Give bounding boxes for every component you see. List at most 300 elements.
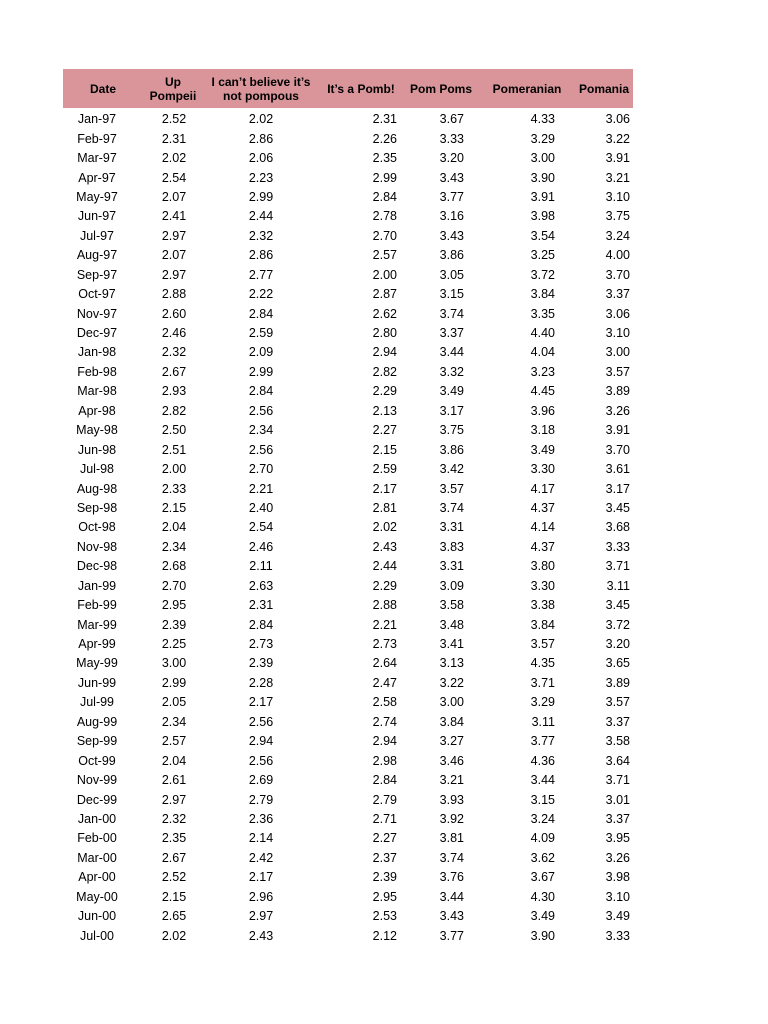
pomania-cell: 3.10 — [605, 326, 630, 341]
pomania-cell: 3.91 — [605, 423, 630, 438]
date-cell: Oct-99 — [78, 753, 116, 768]
table-row — [63, 888, 633, 907]
table-row — [63, 285, 633, 304]
not-pompous-cell: 2.02 — [248, 112, 274, 127]
pom-poms-cell: 3.00 — [439, 695, 464, 710]
pomania-cell: 3.89 — [605, 675, 630, 690]
pomeranian-cell: 3.35 — [530, 306, 555, 321]
date-cell: Sep-97 — [76, 267, 118, 282]
up-pompeii-cell: 2.51 — [161, 442, 187, 457]
date-cell: Jun-99 — [77, 675, 117, 690]
up-pompeii-cell: 2.61 — [161, 773, 187, 788]
pom-poms-cell: 3.76 — [439, 870, 464, 885]
pomeranian-cell: 4.09 — [530, 831, 555, 846]
date-cell: Mar-99 — [77, 617, 117, 632]
date-cell: Mar-00 — [77, 850, 117, 865]
its-a-pomb-cell: 2.74 — [372, 714, 397, 729]
up-pompeii-cell: 2.70 — [161, 578, 187, 593]
pom-poms-cell: 3.57 — [439, 481, 464, 496]
table-row — [63, 168, 633, 187]
table-row — [63, 149, 633, 168]
its-a-pomb-cell: 2.58 — [372, 695, 397, 710]
pomania-cell: 3.33 — [605, 928, 630, 943]
up-pompeii-cell: 2.15 — [161, 500, 187, 515]
pomania-cell: 3.95 — [605, 831, 630, 846]
pom-poms-cell: 3.74 — [439, 306, 464, 321]
table-row — [63, 751, 633, 770]
pom-poms-cell: 3.86 — [439, 248, 464, 263]
pomeranian-cell: 3.25 — [530, 248, 555, 263]
its-a-pomb-cell: 2.98 — [372, 753, 397, 768]
up-pompeii-cell: 2.34 — [161, 714, 187, 729]
date-cell: Oct-98 — [78, 520, 116, 535]
table-row — [63, 227, 633, 246]
its-a-pomb-cell: 2.43 — [372, 539, 397, 554]
up-pompeii-cell: 2.97 — [161, 792, 187, 807]
not-pompous-cell: 2.09 — [248, 345, 274, 360]
its-a-pomb-cell: 2.35 — [372, 151, 397, 166]
pom-poms-cell: 3.86 — [439, 442, 464, 457]
up-pompeii-cell: 2.97 — [161, 228, 187, 243]
table-row — [63, 207, 633, 226]
pom-poms-cell: 3.21 — [439, 773, 464, 788]
pom-poms-cell: 3.22 — [439, 675, 464, 690]
pom-poms-cell: 3.43 — [439, 228, 464, 243]
pomeranian-cell: 3.91 — [530, 189, 555, 204]
pomeranian-cell: 3.49 — [530, 909, 555, 924]
its-a-pomb-cell: 2.82 — [372, 364, 397, 379]
pomeranian-cell: 3.96 — [530, 403, 555, 418]
up-pompeii-cell: 2.67 — [161, 364, 187, 379]
up-pompeii-cell: 2.15 — [161, 889, 187, 904]
pomania-cell: 3.26 — [605, 403, 630, 418]
pom-poms-cell: 3.17 — [439, 403, 464, 418]
its-a-pomb-cell: 2.73 — [372, 637, 397, 652]
pomania-cell: 3.17 — [605, 481, 630, 496]
data-table — [63, 69, 633, 946]
date-cell: Apr-00 — [78, 870, 116, 885]
date-cell: Mar-98 — [77, 384, 117, 399]
up-pompeii-cell: 2.32 — [161, 811, 187, 826]
table-row — [63, 713, 633, 732]
table-row — [63, 421, 633, 440]
not-pompous-cell: 2.40 — [248, 500, 274, 515]
pomeranian-cell: 4.35 — [530, 656, 555, 671]
date-cell: Jun-97 — [77, 209, 117, 224]
pomania-cell: 3.06 — [605, 112, 630, 127]
pomania-cell: 3.65 — [605, 656, 630, 671]
up-pompeii-cell: 2.04 — [161, 520, 187, 535]
not-pompous-cell: 2.56 — [248, 753, 274, 768]
date-cell: Aug-98 — [76, 481, 118, 496]
pomania-cell: 3.00 — [605, 345, 630, 360]
its-a-pomb-cell: 2.37 — [372, 850, 397, 865]
up-pompeii-cell: 2.68 — [161, 559, 187, 574]
not-pompous-cell: 2.86 — [248, 248, 274, 263]
date-cell: Nov-99 — [76, 773, 118, 788]
date-cell: Sep-98 — [76, 500, 118, 515]
pomania-cell: 3.61 — [605, 462, 630, 477]
not-pompous-cell: 2.84 — [248, 384, 274, 399]
date-cell: Feb-99 — [77, 598, 117, 613]
pomeranian-cell: 3.72 — [530, 267, 555, 282]
not-pompous-cell: 2.34 — [248, 423, 274, 438]
pomeranian-cell: 3.44 — [530, 773, 555, 788]
pomeranian-cell: 3.67 — [530, 870, 555, 885]
pomeranian-cell: 3.38 — [530, 598, 555, 613]
pomeranian-cell: 3.29 — [530, 131, 555, 146]
pomeranian-cell: 3.11 — [531, 714, 555, 729]
its-a-pomb-cell: 2.95 — [372, 889, 397, 904]
not-pompous-cell: 2.23 — [248, 170, 274, 185]
its-a-pomb-cell: 2.80 — [372, 326, 397, 341]
date-cell: Feb-00 — [77, 831, 117, 846]
pomania-cell: 3.71 — [605, 559, 630, 574]
date-cell: Sep-99 — [76, 734, 118, 749]
pomeranian-cell: 3.62 — [530, 850, 555, 865]
pom-poms-cell: 3.20 — [439, 151, 464, 166]
header-its-a-pomb: It’s a Pomb! — [319, 69, 403, 108]
date-cell: Jan-98 — [77, 345, 117, 360]
up-pompeii-cell: 2.50 — [161, 423, 187, 438]
pomania-cell: 3.24 — [605, 228, 630, 243]
pomeranian-cell: 3.49 — [530, 442, 555, 457]
pomania-cell: 3.58 — [605, 734, 630, 749]
pomania-cell: 3.37 — [605, 714, 630, 729]
table-row — [63, 907, 633, 926]
not-pompous-cell: 2.17 — [248, 870, 274, 885]
header-date: Date — [63, 69, 143, 108]
pom-poms-cell: 3.16 — [439, 209, 464, 224]
not-pompous-cell: 2.56 — [248, 403, 274, 418]
pomeranian-cell: 3.23 — [530, 364, 555, 379]
up-pompeii-cell: 2.39 — [161, 617, 187, 632]
pomania-cell: 3.06 — [605, 306, 630, 321]
pomeranian-cell: 4.36 — [530, 753, 555, 768]
its-a-pomb-cell: 2.94 — [372, 734, 397, 749]
pomeranian-cell: 3.54 — [530, 228, 555, 243]
not-pompous-cell: 2.86 — [248, 131, 274, 146]
its-a-pomb-cell: 2.84 — [372, 189, 397, 204]
up-pompeii-cell: 2.04 — [161, 753, 187, 768]
not-pompous-cell: 2.28 — [248, 675, 274, 690]
pom-poms-cell: 3.77 — [439, 189, 464, 204]
table-row — [63, 499, 633, 518]
pomeranian-cell: 3.24 — [530, 811, 555, 826]
its-a-pomb-cell: 2.87 — [372, 287, 397, 302]
table-row — [63, 771, 633, 790]
header-up-pompeii: Up Pompeii — [143, 69, 203, 108]
date-cell: Jul-98 — [79, 462, 115, 477]
its-a-pomb-cell: 2.99 — [372, 170, 397, 185]
its-a-pomb-cell: 2.31 — [372, 112, 397, 127]
header-pomania: Pomania — [575, 69, 633, 108]
its-a-pomb-cell: 2.21 — [372, 617, 397, 632]
table-row — [63, 868, 633, 887]
pomania-cell: 3.70 — [605, 267, 630, 282]
pom-poms-cell: 3.81 — [439, 831, 464, 846]
table-row — [63, 108, 633, 129]
date-cell: Jul-99 — [79, 695, 115, 710]
date-cell: Dec-99 — [76, 792, 118, 807]
up-pompeii-cell: 2.05 — [161, 695, 187, 710]
table-row — [63, 246, 633, 265]
up-pompeii-cell: 2.31 — [161, 131, 187, 146]
pomania-cell: 3.21 — [605, 170, 630, 185]
its-a-pomb-cell: 2.47 — [372, 675, 397, 690]
table-row — [63, 674, 633, 693]
up-pompeii-cell: 2.07 — [161, 189, 187, 204]
up-pompeii-cell: 3.00 — [161, 656, 187, 671]
table-row — [63, 479, 633, 498]
up-pompeii-cell: 2.93 — [161, 384, 187, 399]
not-pompous-cell: 2.73 — [248, 637, 274, 652]
up-pompeii-cell: 2.82 — [161, 403, 187, 418]
pomeranian-cell: 3.30 — [530, 462, 555, 477]
not-pompous-cell: 2.22 — [248, 287, 274, 302]
pomania-cell: 3.37 — [605, 287, 630, 302]
pom-poms-cell: 3.93 — [439, 792, 464, 807]
table-row — [63, 382, 633, 401]
its-a-pomb-cell: 2.84 — [372, 773, 397, 788]
pom-poms-cell: 3.42 — [439, 462, 464, 477]
date-cell: May-00 — [76, 889, 118, 904]
pom-poms-cell: 3.15 — [439, 287, 464, 302]
up-pompeii-cell: 2.41 — [161, 209, 187, 224]
date-cell: Oct-97 — [78, 287, 116, 302]
not-pompous-cell: 2.11 — [249, 559, 273, 574]
table-row — [63, 790, 633, 809]
date-cell: Jan-99 — [77, 578, 117, 593]
pom-poms-cell: 3.84 — [439, 714, 464, 729]
pomeranian-cell: 3.90 — [530, 928, 555, 943]
date-cell: Aug-99 — [76, 714, 118, 729]
up-pompeii-cell: 2.52 — [161, 112, 187, 127]
up-pompeii-cell: 2.46 — [161, 326, 187, 341]
pomeranian-cell: 3.15 — [530, 792, 555, 807]
its-a-pomb-cell: 2.44 — [372, 559, 397, 574]
pomania-cell: 3.10 — [605, 189, 630, 204]
table-row — [63, 460, 633, 479]
its-a-pomb-cell: 2.29 — [372, 578, 397, 593]
table-row — [63, 343, 633, 362]
not-pompous-cell: 2.14 — [248, 831, 274, 846]
pom-poms-cell: 3.32 — [439, 364, 464, 379]
pomania-cell: 3.33 — [605, 539, 630, 554]
up-pompeii-cell: 2.25 — [161, 637, 187, 652]
table-row — [63, 304, 633, 323]
pomania-cell: 3.22 — [605, 131, 630, 146]
its-a-pomb-cell: 2.00 — [372, 267, 397, 282]
not-pompous-cell: 2.56 — [248, 714, 274, 729]
not-pompous-cell: 2.36 — [248, 811, 274, 826]
its-a-pomb-cell: 2.59 — [372, 462, 397, 477]
table-row — [63, 732, 633, 751]
table-row — [63, 440, 633, 459]
pomeranian-cell: 4.37 — [530, 539, 555, 554]
date-cell: Apr-97 — [78, 170, 116, 185]
pom-poms-cell: 3.77 — [439, 928, 464, 943]
pomania-cell: 3.75 — [605, 209, 630, 224]
pomeranian-cell: 3.00 — [530, 151, 555, 166]
table-row — [63, 538, 633, 557]
pomania-cell: 3.45 — [605, 500, 630, 515]
table-row — [63, 635, 633, 654]
table-row — [63, 926, 633, 945]
table-row — [63, 518, 633, 537]
pom-poms-cell: 3.48 — [439, 617, 464, 632]
up-pompeii-cell: 2.32 — [161, 345, 187, 360]
not-pompous-cell: 2.56 — [248, 442, 274, 457]
pomania-cell: 3.11 — [606, 578, 630, 593]
date-cell: Mar-97 — [77, 151, 117, 166]
date-cell: Jul-00 — [79, 928, 115, 943]
table-row — [63, 810, 633, 829]
pom-poms-cell: 3.67 — [439, 112, 464, 127]
table-row — [63, 363, 633, 382]
its-a-pomb-cell: 2.12 — [372, 928, 397, 943]
pomania-cell: 3.89 — [605, 384, 630, 399]
not-pompous-cell: 2.39 — [248, 656, 274, 671]
its-a-pomb-cell: 2.57 — [372, 248, 397, 263]
not-pompous-cell: 2.96 — [248, 889, 274, 904]
not-pompous-cell: 2.21 — [248, 481, 274, 496]
date-cell: Jun-98 — [77, 442, 117, 457]
not-pompous-cell: 2.99 — [248, 364, 274, 379]
its-a-pomb-cell: 2.13 — [372, 403, 397, 418]
pom-poms-cell: 3.44 — [439, 345, 464, 360]
pomania-cell: 3.68 — [605, 520, 630, 535]
pom-poms-cell: 3.74 — [439, 500, 464, 515]
pom-poms-cell: 3.74 — [439, 850, 464, 865]
its-a-pomb-cell: 2.15 — [372, 442, 397, 457]
pomania-cell: 3.37 — [605, 811, 630, 826]
date-cell: Apr-98 — [78, 403, 116, 418]
its-a-pomb-cell: 2.81 — [372, 500, 397, 515]
up-pompeii-cell: 2.54 — [161, 170, 187, 185]
not-pompous-cell: 2.97 — [248, 909, 274, 924]
pomeranian-cell: 4.17 — [530, 481, 555, 496]
header-pom-poms: Pom Poms — [403, 69, 479, 108]
pomeranian-cell: 3.84 — [530, 287, 555, 302]
pomania-cell: 3.10 — [605, 889, 630, 904]
its-a-pomb-cell: 2.53 — [372, 909, 397, 924]
pom-poms-cell: 3.92 — [439, 811, 464, 826]
its-a-pomb-cell: 2.79 — [372, 792, 397, 807]
pom-poms-cell: 3.49 — [439, 384, 464, 399]
pom-poms-cell: 3.83 — [439, 539, 464, 554]
not-pompous-cell: 2.69 — [248, 773, 274, 788]
pomeranian-cell: 3.84 — [530, 617, 555, 632]
pomania-cell: 3.71 — [605, 773, 630, 788]
not-pompous-cell: 2.63 — [248, 578, 274, 593]
pomeranian-cell: 3.57 — [530, 637, 555, 652]
date-cell: Nov-98 — [76, 539, 118, 554]
up-pompeii-cell: 2.00 — [161, 462, 187, 477]
not-pompous-cell: 2.84 — [248, 306, 274, 321]
table-row — [63, 654, 633, 673]
date-cell: Jan-97 — [77, 112, 117, 127]
up-pompeii-cell: 2.57 — [161, 734, 187, 749]
pomania-cell: 3.70 — [605, 442, 630, 457]
table-header — [63, 69, 633, 108]
not-pompous-cell: 2.79 — [248, 792, 274, 807]
pom-poms-cell: 3.09 — [439, 578, 464, 593]
date-cell: Feb-97 — [77, 131, 117, 146]
table-row — [63, 402, 633, 421]
pom-poms-cell: 3.41 — [439, 637, 464, 652]
date-cell: Dec-97 — [76, 326, 118, 341]
pomania-cell: 3.98 — [605, 870, 630, 885]
its-a-pomb-cell: 2.88 — [372, 598, 397, 613]
pom-poms-cell: 3.75 — [439, 423, 464, 438]
header-row — [63, 69, 633, 108]
its-a-pomb-cell: 2.29 — [372, 384, 397, 399]
date-cell: May-98 — [76, 423, 118, 438]
table-row — [63, 557, 633, 576]
its-a-pomb-cell: 2.26 — [372, 131, 397, 146]
table-row — [63, 129, 633, 148]
its-a-pomb-cell: 2.39 — [372, 870, 397, 885]
up-pompeii-cell: 2.99 — [161, 675, 187, 690]
table-body — [63, 108, 633, 946]
date-cell: May-97 — [76, 189, 118, 204]
pom-poms-cell: 3.05 — [439, 267, 464, 282]
table-row — [63, 324, 633, 343]
its-a-pomb-cell: 2.70 — [372, 228, 397, 243]
pomania-cell: 3.57 — [605, 695, 630, 710]
up-pompeii-cell: 2.02 — [161, 151, 187, 166]
pomania-cell: 3.64 — [605, 753, 630, 768]
not-pompous-cell: 2.06 — [248, 151, 274, 166]
header-pomeranian: Pomeranian — [479, 69, 575, 108]
up-pompeii-cell: 2.95 — [161, 598, 187, 613]
not-pompous-cell: 2.43 — [248, 928, 274, 943]
its-a-pomb-cell: 2.02 — [372, 520, 397, 535]
not-pompous-cell: 2.99 — [248, 189, 274, 204]
its-a-pomb-cell: 2.27 — [372, 831, 397, 846]
pom-poms-cell: 3.33 — [439, 131, 464, 146]
its-a-pomb-cell: 2.27 — [372, 423, 397, 438]
pomeranian-cell: 3.29 — [530, 695, 555, 710]
pomania-cell: 3.72 — [605, 617, 630, 632]
pom-poms-cell: 3.46 — [439, 753, 464, 768]
table-row — [63, 596, 633, 615]
up-pompeii-cell: 2.88 — [161, 287, 187, 302]
not-pompous-cell: 2.32 — [248, 228, 274, 243]
up-pompeii-cell: 2.33 — [161, 481, 187, 496]
table-row — [63, 577, 633, 596]
not-pompous-cell: 2.46 — [248, 539, 274, 554]
up-pompeii-cell: 2.35 — [161, 831, 187, 846]
not-pompous-cell: 2.77 — [248, 267, 274, 282]
pomeranian-cell: 4.04 — [530, 345, 555, 360]
up-pompeii-cell: 2.02 — [161, 928, 187, 943]
up-pompeii-cell: 2.65 — [161, 909, 187, 924]
up-pompeii-cell: 2.07 — [161, 248, 187, 263]
pomania-cell: 4.00 — [605, 248, 630, 263]
pom-poms-cell: 3.31 — [439, 520, 464, 535]
not-pompous-cell: 2.84 — [248, 617, 274, 632]
pomeranian-cell: 4.33 — [530, 112, 555, 127]
date-cell: Feb-98 — [77, 364, 117, 379]
pomeranian-cell: 3.98 — [530, 209, 555, 224]
pomania-cell: 3.20 — [605, 637, 630, 652]
pomania-cell: 3.57 — [605, 364, 630, 379]
pomeranian-cell: 3.71 — [530, 675, 555, 690]
pom-poms-cell: 3.43 — [439, 170, 464, 185]
table-row — [63, 849, 633, 868]
